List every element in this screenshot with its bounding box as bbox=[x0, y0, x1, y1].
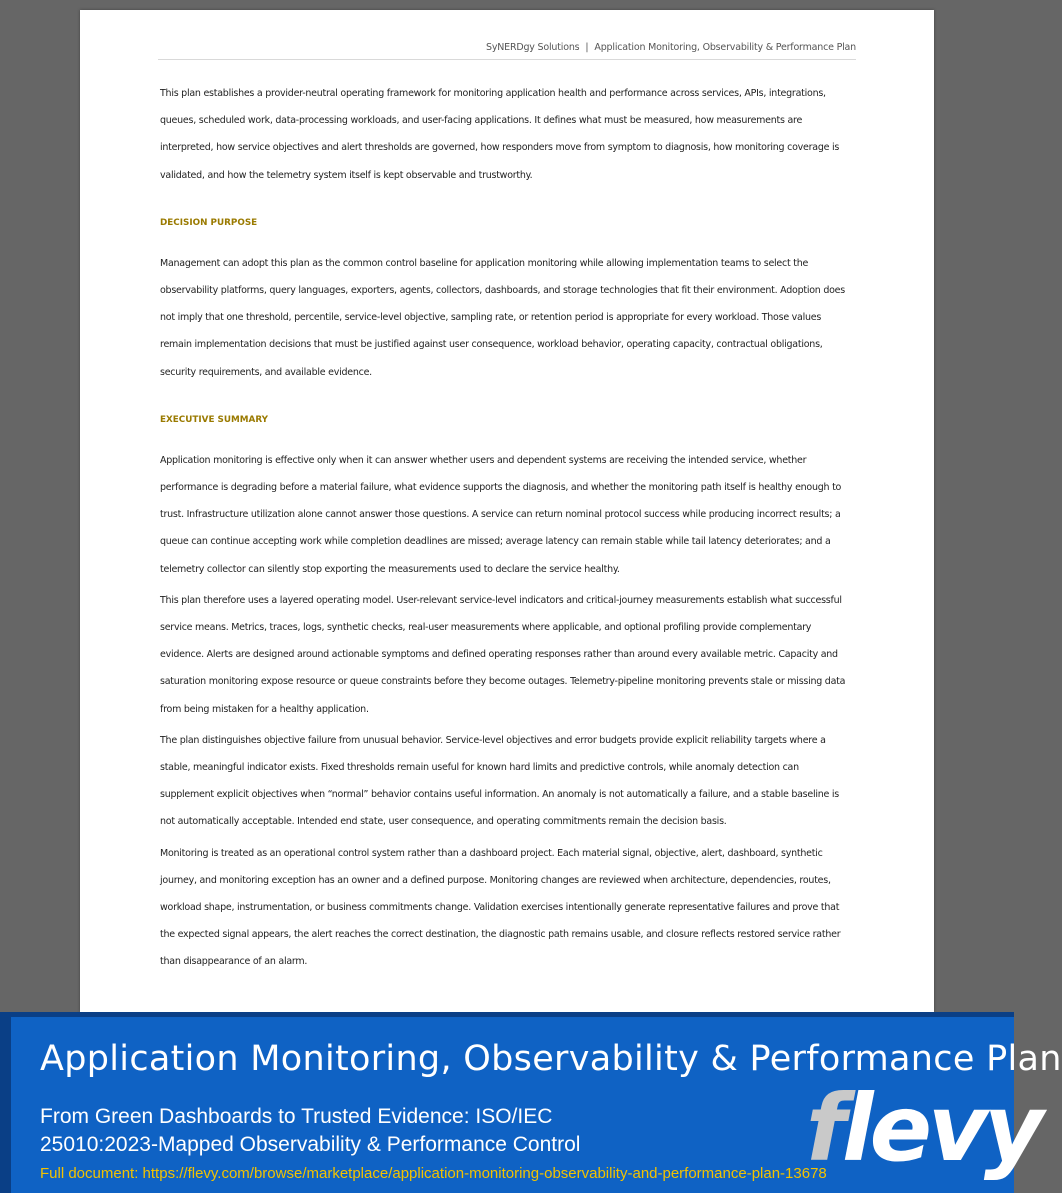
intro-paragraph: This plan establishes a provider-neutral operating framework for monitoring application health and performance across services, APIs, integrations, queues, scheduled work, data-processing workloads, and user-facing applications. It defines what must be measured, how measurements are interpreted, how service objectives and alert thresholds are governed, how responders move from symptom to diagnosis, how monitoring coverage is validated, and how the telemetry system itself is kept observable and trustworthy. bbox=[160, 88, 840, 181]
decision-purpose-heading: DECISION PURPOSE bbox=[160, 217, 258, 228]
document-body bbox=[160, 80, 854, 976]
executive-summary-paragraph-1: Application monitoring is effective only when it can answer whether users and dependent systems are receiving the intended service, whether performance is degrading before a material failure, what evidence supports the diagnosis, and whether the monitoring path itself is healthy enough to trust. Infrastructure utilization alone cannot answer those questions. A service can return nominal protocol success while producing incorrect results; a queue can continue accepting work while completion deadlines are missed; average latency can remain stable while tail latency deteriorates; and a telemetry collector can silently stop exporting the measurements used to declare the service healthy. bbox=[160, 454, 842, 575]
document-page bbox=[80, 10, 934, 1012]
banner-subtitle: From Green Dashboards to Trusted Evidence: ISO/IEC 25010:2023-Mapped Observability & Performance Control bbox=[40, 1105, 581, 1156]
banner-edge-stripe bbox=[0, 1017, 11, 1193]
header-separator: | bbox=[585, 42, 589, 53]
running-header bbox=[158, 42, 856, 60]
promo-banner bbox=[0, 1012, 1062, 1193]
banner-title: Application Monitoring, Observability & Performance Plan bbox=[40, 1039, 1062, 1079]
header-company: SyNERDgy Solutions bbox=[486, 42, 580, 53]
flevy-logo: flevy bbox=[806, 1075, 1040, 1182]
executive-summary-paragraph-4: Monitoring is treated as an operational control system rather than a dashboard project. Each material signal, objective, alert, dashboard, synthetic journey, and monitoring exception has an owner and a defined purpose. Monitoring changes are reviewed when architecture, dependencies, routes, workload shape, instrumentation, or business commitments change. Validation exercises intentionally generate representative failures and prove that the expected signal appears, the alert reaches the correct destination, the diagnostic path remains usable, and closure reflects restored service rather than disappearance of an alarm. bbox=[160, 847, 841, 968]
executive-summary-paragraph-2: This plan therefore uses a layered operating model. User-relevant service-level indicators and critical-journey measurements establish what successful service means. Metrics, traces, logs, synthetic checks, real-user measurements where applicable, and optional profiling provide complementary evidence. Alerts are designed around actionable symptoms and defined operating responses rather than around every available metric. Capacity and saturation monitoring expose resource or queue constraints before they become outages. Telemetry-pipeline monitoring prevents stale or missing data from being mistaken for a healthy application. bbox=[160, 594, 846, 715]
decision-purpose-paragraph: Management can adopt this plan as the common control baseline for application monitoring while allowing implementation teams to select the observability platforms, query languages, exporters, agents, collectors, dashboards, and storage technologies that fit their environment. Adoption does not imply that one threshold, percentile, service-level objective, sampling rate, or retention period is appropriate for every workload. Those values remain implementation decisions that must be justified against user consequence, workload behavior, operating capacity, contractual obligations, security requirements, and available evidence. bbox=[160, 257, 845, 378]
header-doc-title: Application Monitoring, Observability & Performance Plan bbox=[594, 42, 856, 53]
banner-link[interactable]: Full document: https://flevy.com/browse/marketplace/application-monitoring-observability-and-performance-plan-13678 bbox=[40, 1165, 827, 1182]
executive-summary-heading: EXECUTIVE SUMMARY bbox=[160, 414, 269, 425]
executive-summary-paragraph-3: The plan distinguishes objective failure from unusual behavior. Service-level objectives and error budgets provide explicit reliability targets where a stable, meaningful indicator exists. Fixed thresholds remain useful for known hard limits and predictive controls, while anomaly detection can supplement explicit objectives when “normal” behavior contains useful information. An anomaly is not automatically a failure, and a stable baseline is not automatically acceptable. Intended end state, user consequence, and operating commitments remain the decision basis. bbox=[160, 734, 839, 828]
